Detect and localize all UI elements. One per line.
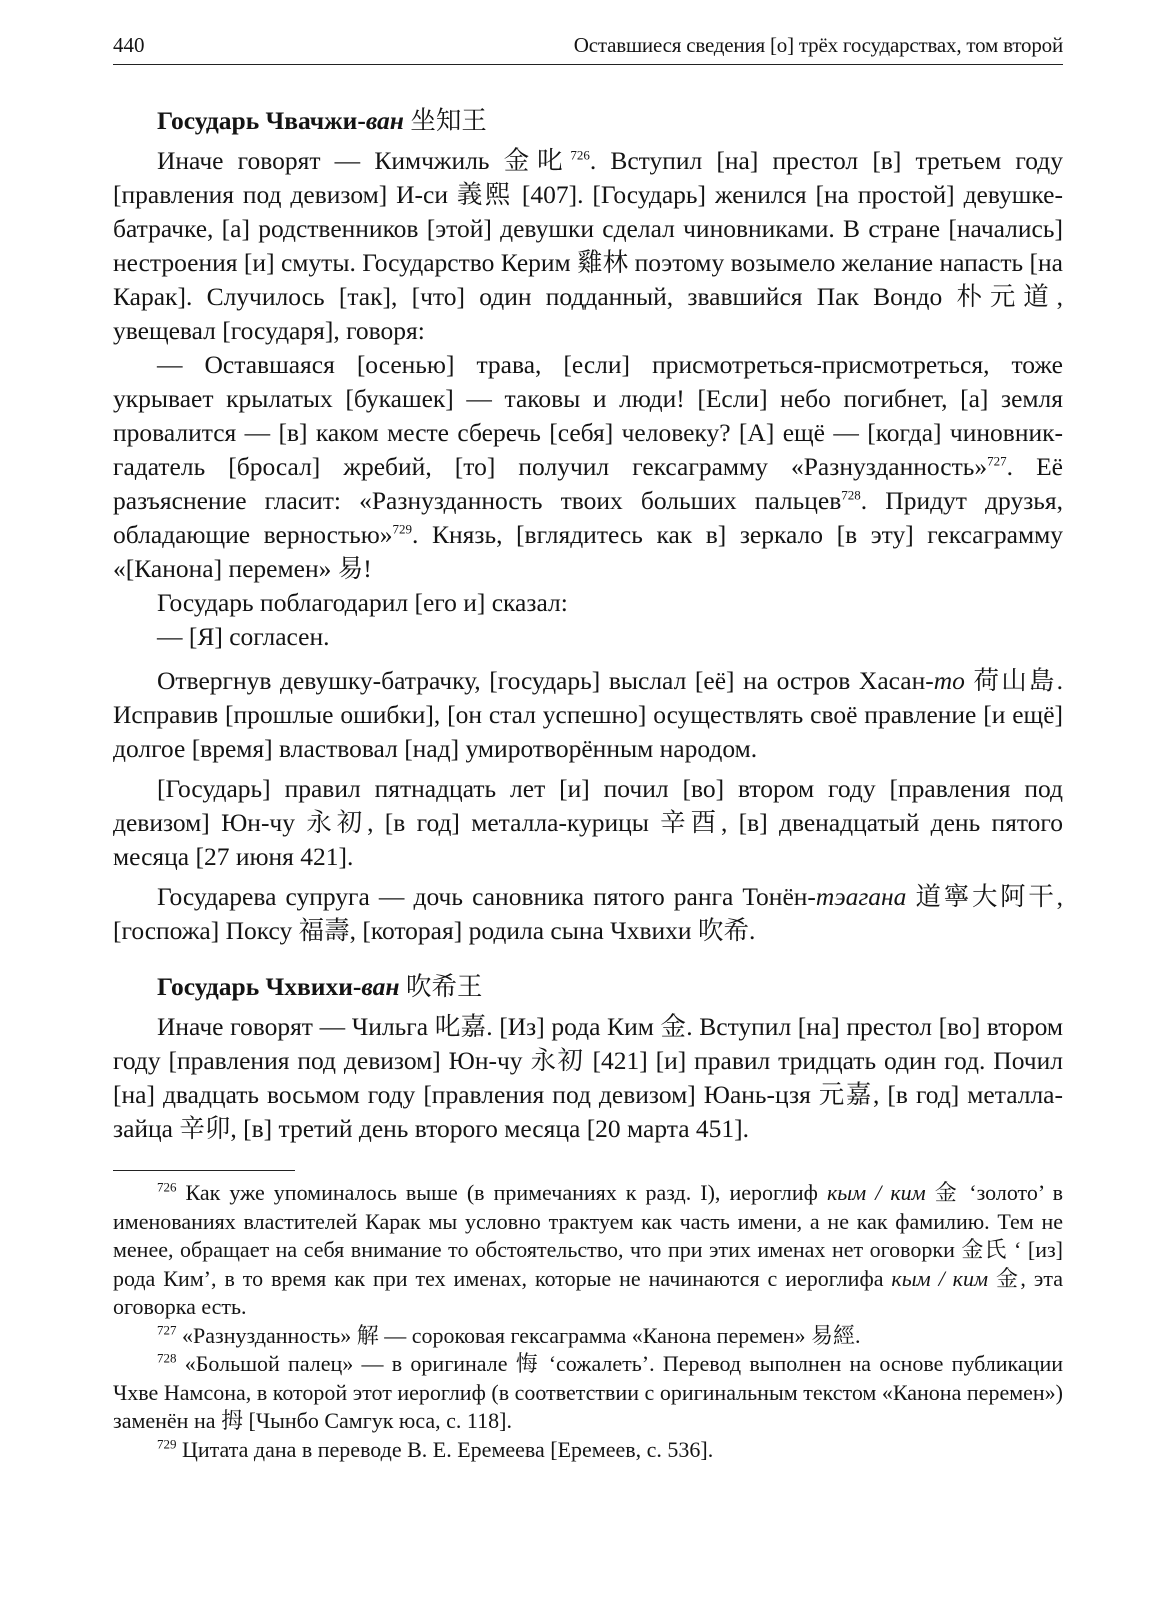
heading-title: Государь Чхвихи- [157,972,362,1001]
paragraph [113,144,1063,348]
running-head [113,30,1063,65]
paragraph-text: . Придут друзья, обладающие верностью» [113,486,1063,549]
paragraph-text: . Её разъяснение гласит: «Разнузданность твоих больших пальцев [113,452,1063,515]
section-heading-chkhvikhi [113,970,1063,1004]
footnote-text: 金, эта оговорка есть. [113,1265,1063,1319]
paragraph [113,880,1063,948]
footnote-ref: 729 [392,521,413,537]
paragraph-text: . Князь, [вглядитесь как в] зеркало [в эту] гексаграмму «[Канона] перемен» 易! [113,520,1063,583]
paragraph-text: . Вступил [на] престол [в] третьем году [правления под девизом] И-си 義熙 [407]. [Государь] женился [на простой] девушке-батрачке, [а] родственников [этой] девушки сделал чиновниками. В стране [начались] нестроения [и] смуты. Государство Керим 雞林 поэтому возымело желание напасть [на Карак]. Случилось [так], [что] один подданный, звавшийся Пак Вондо 朴元道, увещевал [государя], говоря: [113,146,1063,345]
footnote-number: 729 [157,1436,177,1452]
footnote-ref: 727 [987,453,1007,469]
section-heading-chvachzhi [113,104,1063,138]
footnote-text: Цитата дана в переводе В. Е. Еремеева [Еремеев, с. 536]. [176,1436,714,1462]
paragraph-speech [113,348,1063,586]
paragraph-text: Государева супруга — дочь сановника пятого ранга Тонён- [157,882,816,911]
main-text [113,104,1063,1464]
footnote-729 [113,1436,1063,1465]
page-number: 440 [113,33,145,57]
paragraph: Государь поблагодарил [его и] сказал: [157,588,568,617]
footnote-ref: 728 [841,487,861,503]
footnote-728 [113,1350,1063,1436]
footnote-text: Как уже упоминалось выше (в примечаниях к разд. I), иероглиф [176,1180,827,1205]
paragraph-text-italic: тэагана [815,882,907,911]
heading-title-suffix: ван [361,972,400,1001]
paragraph-text: Отвергнув девушку-батрачку, [государь] выслал [её] на остров Хасан- [157,666,934,695]
footnote-text-italic: кым / ким [891,1265,989,1291]
footnote-text: «Разнузданность» 解 — сороковая гексаграмма «Канона перемен» 易經. [176,1322,861,1348]
paragraph-text: 荷山島. Исправив [прошлые ошибки], [он стал успешно] осуществлять своё правление [и ещё] долгое [время] властвовал [над] умиротворённым народом. [113,666,1063,763]
footnote-number: 726 [157,1179,177,1195]
paragraph [113,664,1063,766]
footnote-726 [113,1179,1063,1322]
footnote-number: 727 [157,1322,177,1338]
footnote-text: «Большой палец» — в оригинале 悔 ‘сожалеть’. Перевод выполнен на основе публикации Чхве Намсона, в которой этот иероглиф (в соответствии с оригинальным текстом «Канона перемен») заменён на 拇 [Чынбо Самгук юса, с. 118]. [113,1351,1063,1433]
footnote-divider [113,1170,295,1171]
heading-title-cjk: 吹希王 [405,972,483,1001]
heading-title-cjk: 坐知王 [410,106,487,135]
footnote-text-italic: кым / ким [826,1180,926,1205]
paragraph-text: — Оставшаяся [осенью] трава, [если] присмотреться-присмотреться, тоже укрывает крылатых [букашек] — таковы и люди! [Если] небо погибнет, [а] земля провалится — [в] каком месте сберечь [себя] человеку? [А] ещё — [когда] чиновник-гадатель [бросал] жребий, [то] получил гексаграмму «Разнузданность» [113,350,1063,481]
paragraph: [Государь] правил пятнадцать лет [и] почил [во] втором году [правления под девизом] Юн-чу 永初, [в год] металла-курицы 辛酉, [в] двенадцатый день пятого месяца [27 июня 421]. [113,774,1063,871]
paragraph-text-italic: то [933,666,965,695]
running-title: Оставшиеся сведения [о] трёх государствах, том второй [573,33,1063,57]
footnote-text: 金 ‘золото’ в именованиях властителей Карак мы условно трактуем как часть имени, а не как фамилию. Тем не менее, обращает на себя внимание то обстоятельство, что при этих именах нет оговорки 金氏 ‘ [из] рода Ким’, в то время как при тех именах, которые не начинаются с иероглифа [113,1180,1063,1291]
paragraph-text: Иначе говорят — Кимчжиль 金叱 [157,146,571,175]
paragraph-reply: — [Я] согласен. [157,622,330,651]
footnote-ref: 726 [570,147,590,163]
paragraph-text: 道寧大阿干, [госпожа] Поксу 福壽, [которая] родила сына Чхвихи 吹希. [113,882,1063,945]
heading-title-suffix: ван [365,106,404,135]
heading-title: Государь Чвачжи- [157,106,366,135]
paragraph: Иначе говорят — Чильга 叱嘉. [Из] рода Ким 金. Вступил [на] престол [во] втором году [правления под девизом] Юн-чу 永初 [421] [и] правил тридцать один год. Почил [на] двадцать восьмом году [правления под девизом] Юань-цзя 元嘉, [в год] металла-зайца 辛卯, [в] третий день второго месяца [20 марта 451]. [113,1012,1063,1143]
footnote-number: 728 [157,1350,177,1366]
footnote-727 [113,1322,1063,1351]
